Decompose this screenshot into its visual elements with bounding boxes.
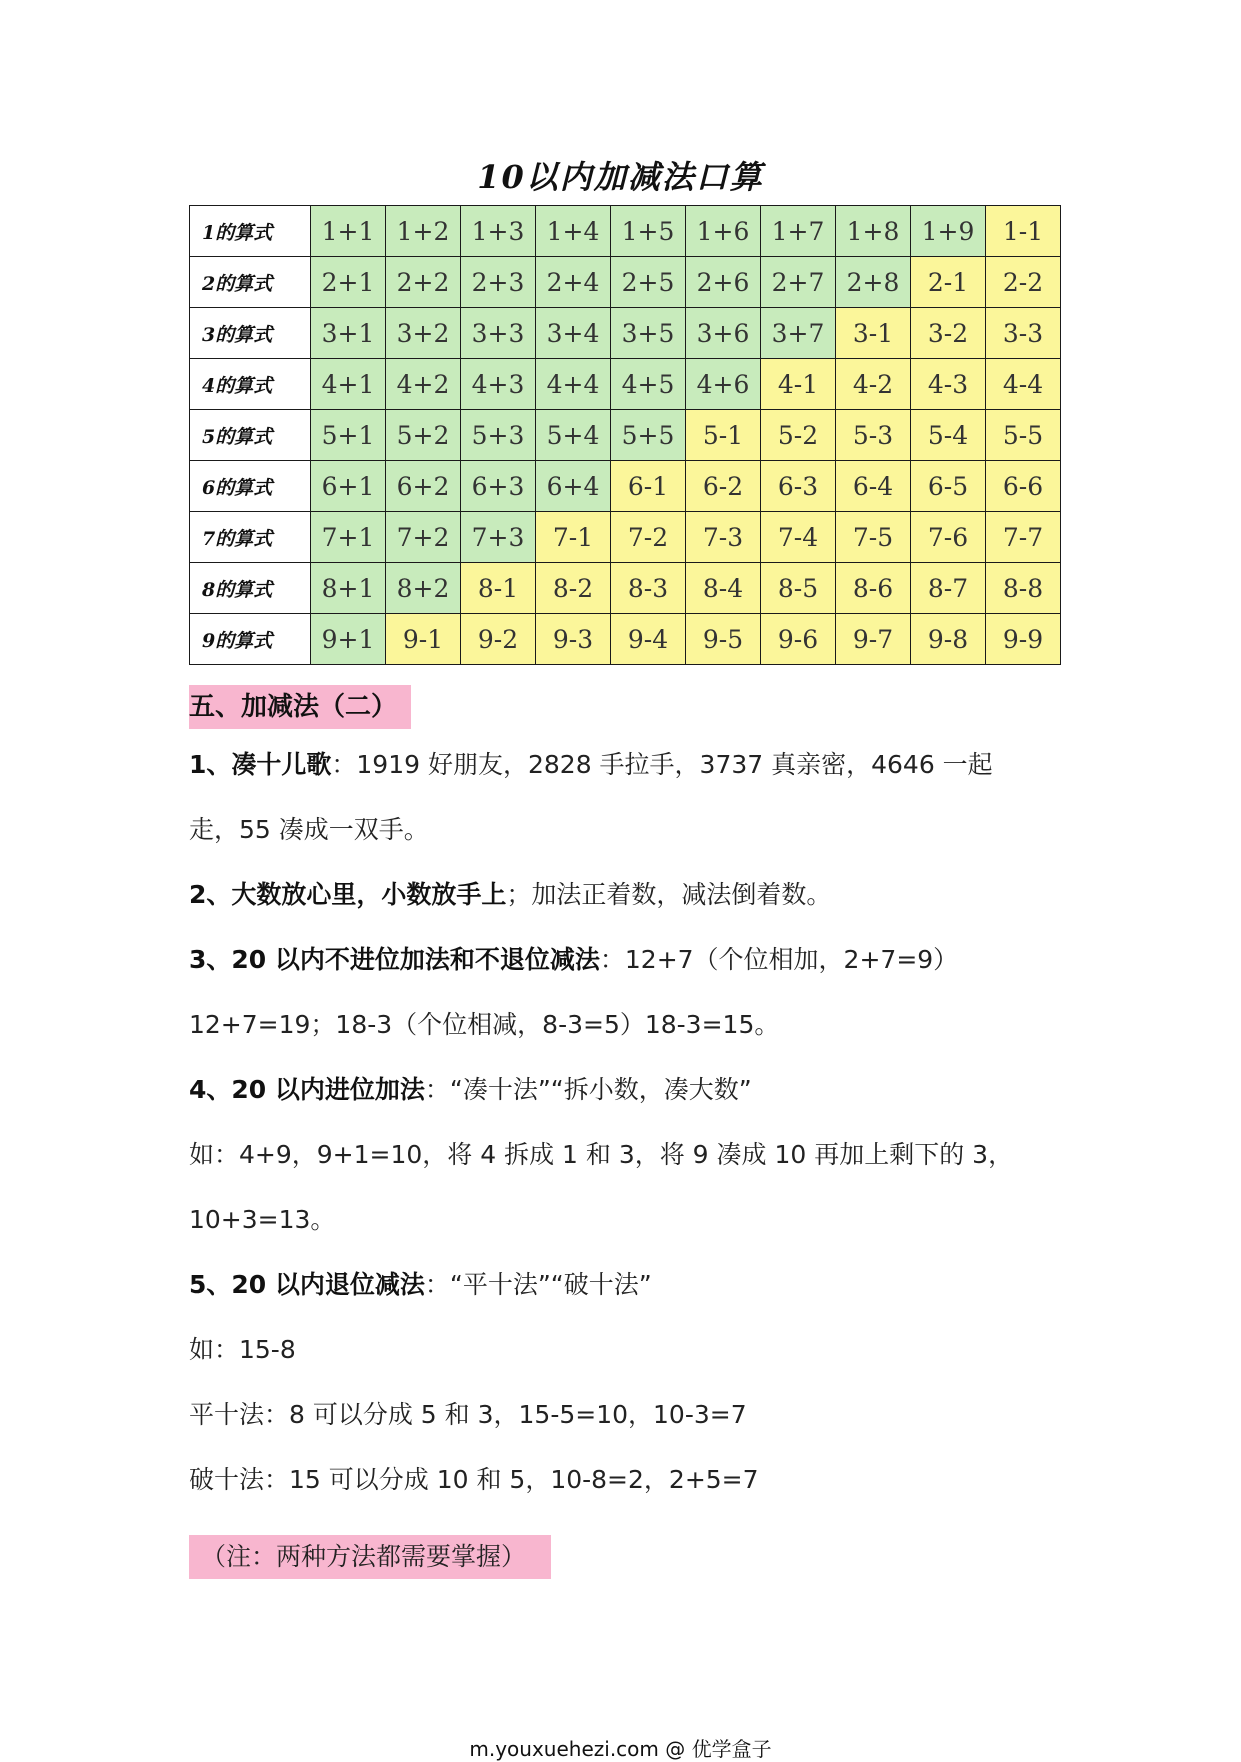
addition-cell: 5+5 <box>611 410 686 461</box>
subtraction-cell: 9-8 <box>911 614 986 665</box>
subtraction-cell: 9-2 <box>461 614 536 665</box>
addition-cell: 1+7 <box>761 206 836 257</box>
table-row <box>190 206 1061 257</box>
arithmetic-grid <box>189 205 1061 665</box>
addition-cell: 1+8 <box>836 206 911 257</box>
addition-cell: 2+3 <box>461 257 536 308</box>
subtraction-cell: 3-3 <box>986 308 1061 359</box>
table-row <box>190 359 1061 410</box>
paragraph-4-body: ：“凑十法”“拆小数，凑大数” <box>424 1075 752 1104</box>
paragraph-4-result: 10+3=13。 <box>189 1205 336 1234</box>
addition-cell: 2+4 <box>536 257 611 308</box>
addition-cell: 6+4 <box>536 461 611 512</box>
addition-cell: 3+7 <box>761 308 836 359</box>
addition-cell: 5+3 <box>461 410 536 461</box>
addition-cell: 1+1 <box>311 206 386 257</box>
row-label: 7的算式 <box>190 512 311 563</box>
paragraph-1-body: ：1919 好朋友，2828 手拉手，3737 真亲密，4646 一起 <box>331 750 993 779</box>
subtraction-cell: 7-5 <box>836 512 911 563</box>
addition-cell: 3+5 <box>611 308 686 359</box>
subtraction-cell: 3-2 <box>911 308 986 359</box>
table-row <box>190 257 1061 308</box>
table-row <box>190 410 1061 461</box>
subtraction-cell: 8-5 <box>761 563 836 614</box>
paragraph-4-title: 4、20 以内进位加法 <box>189 1075 425 1104</box>
addition-cell: 2+8 <box>836 257 911 308</box>
addition-cell: 3+4 <box>536 308 611 359</box>
addition-cell: 2+5 <box>611 257 686 308</box>
addition-cell: 1+9 <box>911 206 986 257</box>
paragraph-5-title: 5、20 以内退位减法 <box>189 1270 425 1299</box>
paragraph-5-body: ：“平十法”“破十法” <box>424 1270 652 1299</box>
paragraph-5-method-2: 破十法：15 可以分成 10 和 5，10-8=2，2+5=7 <box>189 1465 759 1494</box>
subtraction-cell: 6-4 <box>836 461 911 512</box>
paragraph-3-title: 3、20 以内不进位加法和不退位减法 <box>189 945 600 974</box>
row-label: 4的算式 <box>190 359 311 410</box>
paragraph-3 <box>189 947 1069 972</box>
footer-watermark: m.youxuehezi.com @ 优学盒子 <box>469 1737 772 1761</box>
paragraph-1 <box>189 752 1069 777</box>
page-title: 10以内加减法口算 <box>477 158 764 196</box>
addition-cell: 1+4 <box>536 206 611 257</box>
paragraph-2-body: ；加法正着数，减法倒着数。 <box>506 880 832 909</box>
section-heading-text: 五、加减法（二） <box>189 692 398 722</box>
arithmetic-table <box>189 205 1061 665</box>
table-row <box>190 614 1061 665</box>
subtraction-cell: 9-6 <box>761 614 836 665</box>
addition-cell: 3+3 <box>461 308 536 359</box>
row-label: 8的算式 <box>190 563 311 614</box>
addition-cell: 1+5 <box>611 206 686 257</box>
addition-cell: 6+3 <box>461 461 536 512</box>
row-label: 2的算式 <box>190 257 311 308</box>
subtraction-cell: 8-3 <box>611 563 686 614</box>
subtraction-cell: 8-7 <box>911 563 986 614</box>
addition-cell: 4+2 <box>386 359 461 410</box>
table-row <box>190 563 1061 614</box>
addition-cell: 1+3 <box>461 206 536 257</box>
note-box: （注：两种方法都需要掌握） <box>189 1535 551 1579</box>
table-row <box>190 512 1061 563</box>
subtraction-cell: 8-4 <box>686 563 761 614</box>
subtraction-cell: 2-2 <box>986 257 1061 308</box>
subtraction-cell: 6-1 <box>611 461 686 512</box>
subtraction-cell: 7-1 <box>536 512 611 563</box>
row-label: 1的算式 <box>190 206 311 257</box>
addition-cell: 3+2 <box>386 308 461 359</box>
addition-cell: 3+6 <box>686 308 761 359</box>
paragraph-1-title: 1、凑十儿歌 <box>189 750 332 779</box>
subtraction-cell: 5-2 <box>761 410 836 461</box>
subtraction-cell: 8-6 <box>836 563 911 614</box>
subtraction-cell: 8-1 <box>461 563 536 614</box>
paragraph-3-continued: 12+7=19；18-3（个位相减，8-3=5）18-3=15。 <box>189 1010 780 1039</box>
subtraction-cell: 9-7 <box>836 614 911 665</box>
table-row <box>190 461 1061 512</box>
addition-cell: 7+3 <box>461 512 536 563</box>
subtraction-cell: 4-1 <box>761 359 836 410</box>
row-label: 6的算式 <box>190 461 311 512</box>
paragraph-5-method-1: 平十法：8 可以分成 5 和 3，15-5=10，10-3=7 <box>189 1400 747 1429</box>
subtraction-cell: 8-2 <box>536 563 611 614</box>
subtraction-cell: 9-9 <box>986 614 1061 665</box>
addition-cell: 1+2 <box>386 206 461 257</box>
addition-cell: 2+6 <box>686 257 761 308</box>
addition-cell: 2+1 <box>311 257 386 308</box>
addition-cell: 7+1 <box>311 512 386 563</box>
subtraction-cell: 4-3 <box>911 359 986 410</box>
subtraction-cell: 9-4 <box>611 614 686 665</box>
paragraph-5 <box>189 1272 1069 1297</box>
addition-cell: 4+5 <box>611 359 686 410</box>
addition-cell: 8+1 <box>311 563 386 614</box>
addition-cell: 4+3 <box>461 359 536 410</box>
subtraction-cell: 3-1 <box>836 308 911 359</box>
addition-cell: 2+7 <box>761 257 836 308</box>
addition-cell: 1+6 <box>686 206 761 257</box>
subtraction-cell: 9-3 <box>536 614 611 665</box>
subtraction-cell: 8-8 <box>986 563 1061 614</box>
subtraction-cell: 4-4 <box>986 359 1061 410</box>
row-label: 3的算式 <box>190 308 311 359</box>
addition-cell: 9+1 <box>311 614 386 665</box>
addition-cell: 4+1 <box>311 359 386 410</box>
addition-cell: 5+4 <box>536 410 611 461</box>
subtraction-cell: 9-1 <box>386 614 461 665</box>
section-heading <box>189 685 411 729</box>
addition-cell: 4+6 <box>686 359 761 410</box>
subtraction-cell: 1-1 <box>986 206 1061 257</box>
addition-cell: 2+2 <box>386 257 461 308</box>
paragraph-2 <box>189 882 1069 907</box>
subtraction-cell: 9-5 <box>686 614 761 665</box>
subtraction-cell: 5-5 <box>986 410 1061 461</box>
addition-cell: 4+4 <box>536 359 611 410</box>
subtraction-cell: 5-4 <box>911 410 986 461</box>
paragraph-2-title: 2、大数放心里，小数放手上 <box>189 880 507 909</box>
subtraction-cell: 4-2 <box>836 359 911 410</box>
subtraction-cell: 6-2 <box>686 461 761 512</box>
paragraph-4 <box>189 1077 1069 1102</box>
subtraction-cell: 6-3 <box>761 461 836 512</box>
paragraph-4-example: 如：4+9，9+1=10，将 4 拆成 1 和 3，将 9 凑成 10 再加上剩下的 3， <box>189 1140 1014 1169</box>
addition-cell: 6+1 <box>311 461 386 512</box>
subtraction-cell: 7-4 <box>761 512 836 563</box>
subtraction-cell: 7-6 <box>911 512 986 563</box>
subtraction-cell: 5-1 <box>686 410 761 461</box>
addition-cell: 6+2 <box>386 461 461 512</box>
addition-cell: 7+2 <box>386 512 461 563</box>
row-label: 9的算式 <box>190 614 311 665</box>
paragraph-1-continued: 走，55 凑成一双手。 <box>189 815 429 844</box>
subtraction-cell: 6-6 <box>986 461 1061 512</box>
subtraction-cell: 6-5 <box>911 461 986 512</box>
addition-cell: 5+1 <box>311 410 386 461</box>
addition-cell: 8+2 <box>386 563 461 614</box>
paragraph-3-body: ：12+7（个位相加，2+7=9） <box>599 945 959 974</box>
subtraction-cell: 7-3 <box>686 512 761 563</box>
subtraction-cell: 7-7 <box>986 512 1061 563</box>
subtraction-cell: 5-3 <box>836 410 911 461</box>
addition-cell: 5+2 <box>386 410 461 461</box>
subtraction-cell: 7-2 <box>611 512 686 563</box>
row-label: 5的算式 <box>190 410 311 461</box>
paragraph-5-example: 如：15-8 <box>189 1335 296 1364</box>
subtraction-cell: 2-1 <box>911 257 986 308</box>
table-row <box>190 308 1061 359</box>
addition-cell: 3+1 <box>311 308 386 359</box>
